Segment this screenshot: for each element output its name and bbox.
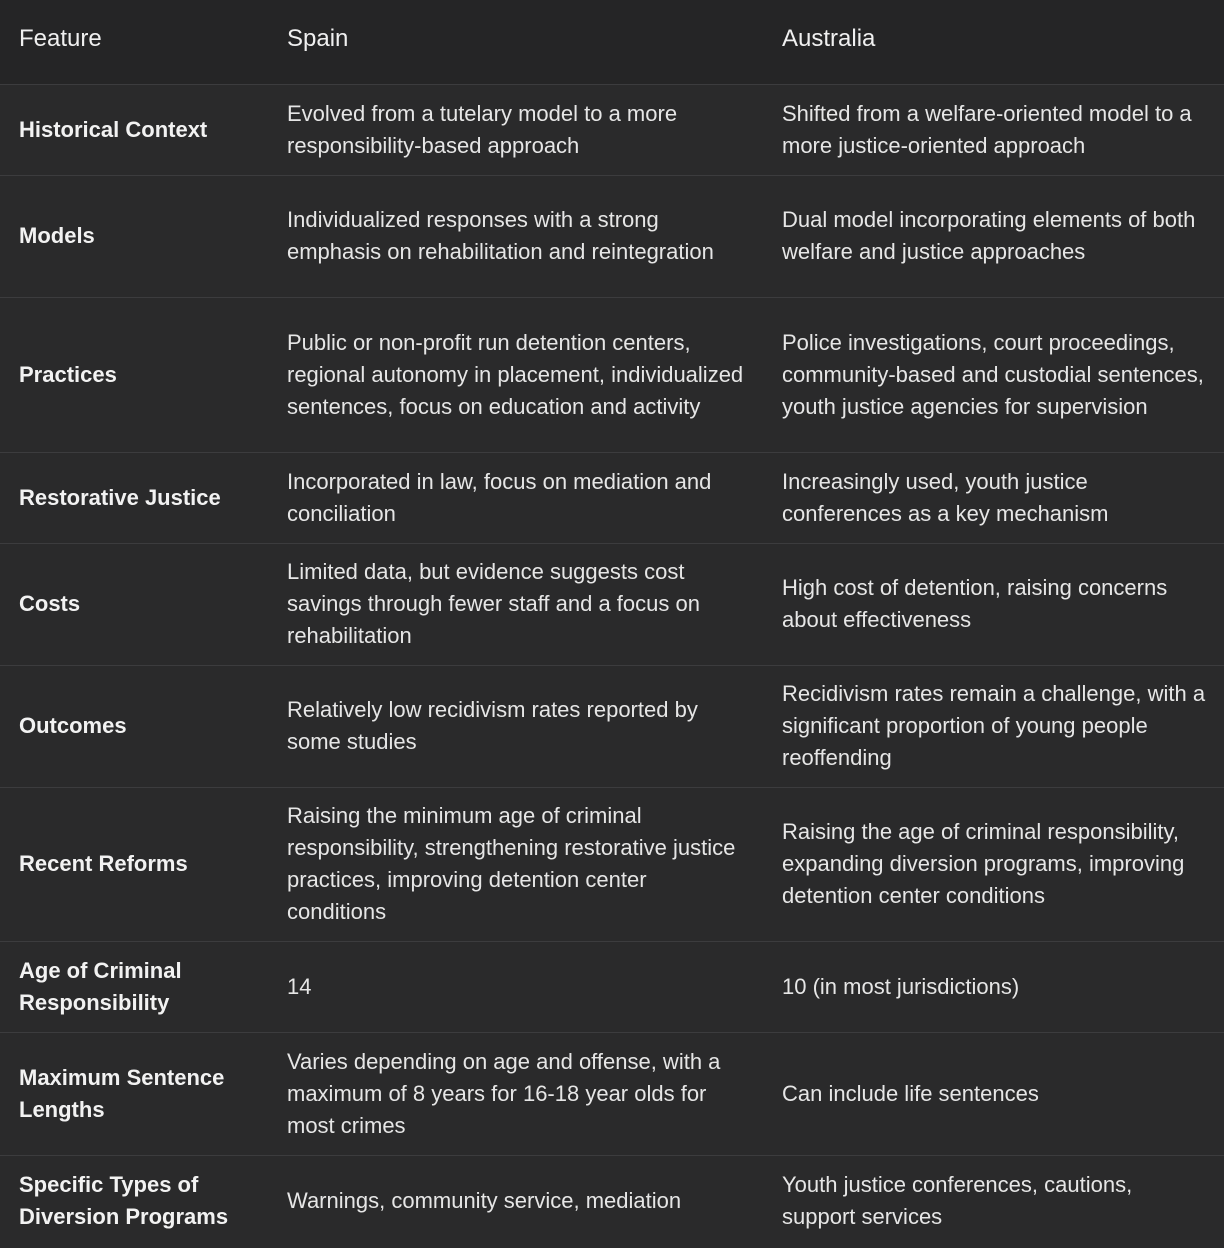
feature-cell: Specific Types of Diversion Programs: [19, 1171, 229, 1229]
feature-cell: Models: [19, 223, 95, 248]
spain-cell: Varies depending on age and offense, with a maximum of 8 years for 16-18 year olds for most crimes: [287, 1048, 721, 1138]
column-header-feature: Feature: [19, 24, 102, 52]
table-row: [0, 84, 1224, 175]
table-row: [0, 665, 1224, 787]
table-row: [0, 543, 1224, 665]
feature-cell: Costs: [19, 591, 81, 616]
table-row: [0, 175, 1224, 297]
feature-cell: Maximum Sentence Lengths: [19, 1064, 225, 1122]
spain-cell: 14: [287, 973, 312, 999]
australia-cell: Recidivism rates remain a challenge, with a significant proportion of young people reoffending: [782, 681, 1206, 770]
australia-cell: Dual model incorporating elements of both welfare and justice approaches: [782, 207, 1196, 264]
feature-cell: Age of Criminal Responsibility: [19, 957, 182, 1015]
spain-cell: Warnings, community service, mediation: [287, 1187, 682, 1213]
spain-cell: Limited data, but evidence suggests cost savings through fewer staff and a focus on rehabilitation: [287, 559, 700, 648]
australia-cell: Raising the age of criminal responsibility, expanding diversion programs, improving detention center conditions: [782, 819, 1185, 908]
spain-cell: Raising the minimum age of criminal responsibility, strengthening restorative justice practices, improving detention center conditions: [287, 803, 736, 924]
table-row: [0, 1032, 1224, 1155]
feature-cell: Recent Reforms: [19, 851, 188, 876]
table-row: [0, 787, 1224, 941]
table-row: [0, 452, 1224, 543]
feature-cell: Restorative Justice: [19, 484, 221, 510]
spain-cell: Evolved from a tutelary model to a more responsibility-based approach: [287, 100, 678, 158]
table-row: [0, 297, 1224, 452]
feature-cell: Practices: [19, 361, 117, 387]
table-row: [0, 1155, 1224, 1246]
australia-cell: Shifted from a welfare-oriented model to a more justice-oriented approach: [782, 100, 1192, 158]
australia-cell: Can include life sentences: [782, 1080, 1039, 1106]
spain-cell: Incorporated in law, focus on mediation and conciliation: [287, 468, 712, 526]
column-header-spain: Spain: [287, 24, 349, 52]
australia-cell: 10 (in most jurisdictions): [782, 973, 1020, 999]
spain-cell: Relatively low recidivism rates reported by some studies: [287, 697, 698, 754]
australia-cell: Increasingly used, youth justice conferences as a key mechanism: [782, 468, 1109, 526]
australia-cell: Police investigations, court proceedings, community-based and custodial sentences, youth justice agencies for supervision: [782, 329, 1204, 419]
column-header-australia: Australia: [782, 24, 876, 52]
table-header-row: [0, 0, 1224, 84]
table-row: [0, 941, 1224, 1032]
feature-cell: Outcomes: [19, 713, 127, 738]
feature-cell: Historical Context: [19, 116, 208, 142]
spain-cell: Individualized responses with a strong emphasis on rehabilitation and reintegration: [287, 207, 714, 264]
australia-cell: High cost of detention, raising concerns about effectiveness: [782, 575, 1168, 632]
spain-cell: Public or non-profit run detention centers, regional autonomy in placement, individualized sentences, focus on education and activity: [287, 329, 744, 419]
australia-cell: Youth justice conferences, cautions, support services: [782, 1171, 1133, 1229]
